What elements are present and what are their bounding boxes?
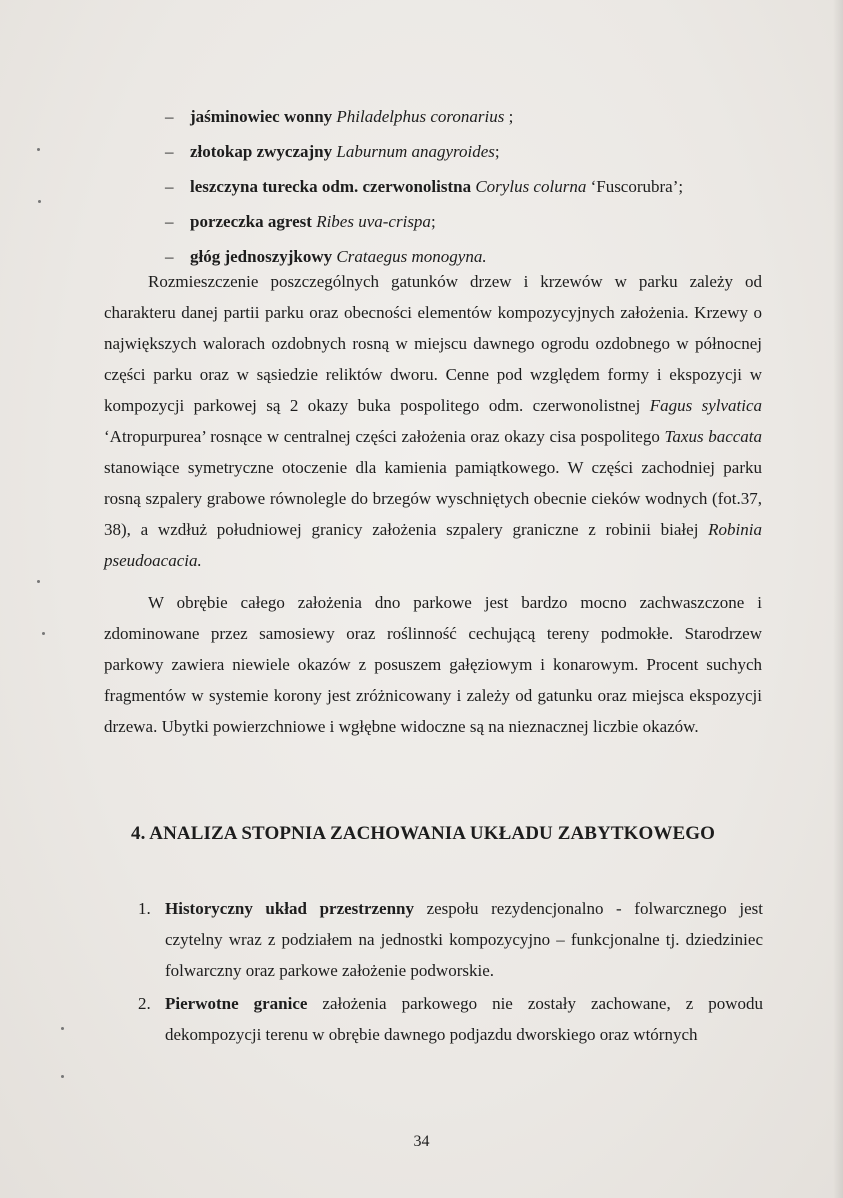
scan-speck	[61, 1027, 64, 1030]
list-item-tail: ‘Fuscorubra’;	[586, 177, 684, 196]
paragraph-distribution	[104, 266, 762, 576]
list-item-tail: ;	[504, 107, 514, 126]
numbered-item	[131, 988, 763, 1050]
list-item	[165, 207, 805, 242]
scan-speck	[61, 1075, 64, 1078]
species-common-name: głóg jednoszyjkowy	[190, 247, 333, 266]
species-latin-name: Laburnum anagyroides	[336, 142, 495, 161]
species-common-name: porzeczka agrest	[190, 212, 312, 231]
species-common-name: leszczyna turecka odm. czerwonolistna	[190, 177, 472, 196]
species-latin-name: Corylus colurna	[475, 177, 587, 196]
list-item-tail: ;	[430, 212, 436, 231]
scan-speck	[37, 148, 40, 151]
item-bold-lead: Historyczny układ przestrzenny	[165, 899, 414, 918]
section-heading: 4. ANALIZA STOPNIA ZACHOWANIA UKŁADU ZABYTKOWEGO	[131, 823, 716, 844]
scan-speck	[42, 632, 45, 635]
scan-speck	[37, 580, 40, 583]
item-number: 2.	[138, 994, 151, 1013]
list-item-tail: ;	[494, 142, 500, 161]
scan-speck	[38, 200, 41, 203]
item-bold-lead: Pierwotne granice	[165, 994, 308, 1013]
species-latin-name: Taxus baccata	[664, 427, 763, 446]
list-item	[165, 137, 805, 172]
paragraph-text: Rozmieszczenie poszczególnych gatunków drzew i krzewów w parku zależy od charakteru danej partii parku oraz obecności elementów kompozycyjnych założenia. Krzewy o największych walorach ozdobnych rosną w miejscu dawnego ogrodu ozdobnego w północnej części parku oraz w sąsiedzie reliktów dworu. Cenne pod względem formy i ekspozycji w kompozycji parkowej są 2 okazy buka pospolitego odm. czerwonolistnej	[104, 272, 762, 415]
numbered-list	[131, 893, 763, 1052]
list-dash: –	[165, 212, 174, 231]
item-text: zespołu rezydencjonalno - folwarcznego jest czytelny wraz z podziałem na jednostki kompozycyjno – funkcjonalne tj. dziedziniec folwarczny oraz parkowe założenie podworskie.	[165, 899, 763, 980]
species-common-name: jaśminowiec wonny	[190, 107, 333, 126]
page-number: 34	[413, 1133, 430, 1150]
list-dash: –	[165, 142, 174, 161]
species-latin-name: Philadelphus coronarius	[336, 107, 505, 126]
list-dash: –	[165, 247, 174, 266]
list-item	[165, 102, 805, 137]
numbered-item	[131, 893, 763, 986]
species-list	[165, 102, 805, 277]
species-latin-name: Ribes uva-crispa	[316, 212, 431, 231]
paragraph-text: ‘Atropurpurea’ rosnące w centralnej części założenia oraz okazy cisa pospolitego	[104, 427, 660, 446]
item-number: 1.	[138, 899, 151, 918]
list-dash: –	[165, 177, 174, 196]
list-item	[165, 172, 805, 207]
item-text: założenia parkowego nie zostały zachowane, z powodu dekompozycji terenu w obrębie dawnego podjazdu dworskiego oraz wtórnych	[165, 994, 764, 1044]
species-latin-name: Crataegus monogyna.	[336, 247, 487, 266]
species-latin-name: Robinia pseudoacacia.	[104, 520, 763, 570]
page-edge-shadow	[833, 0, 843, 1198]
species-latin-name: Fagus sylvatica	[649, 396, 763, 415]
paragraph-condition: W obrębie całego założenia dno parkowe jest bardzo mocno zachwaszczone i zdominowane przez samosiewy oraz roślinność cechującą tereny podmokłe. Starodrzew parkowy zawiera niewiele okazów z posuszem gałęziowym i konarowym. Procent suchych fragmentów w systemie korony jest zróżnicowany i zależy od gatunku oraz miejsca ekspozycji drzewa. Ubytki powierzchniowe i wgłębne widoczne są na nieznacznej liczbie okazów.	[104, 593, 762, 736]
list-dash: –	[165, 107, 174, 126]
paragraph-text: stanowiące symetryczne otoczenie dla kamienia pamiątkowego. W części zachodniej parku rosną szpalery grabowe równolegle do brzegów wyschniętych obecnie cieków wodnych (fot.37, 38), a wzdłuż południowej granicy założenia szpalery graniczne z robinii białej	[104, 458, 762, 539]
species-common-name: złotokap zwyczajny	[190, 142, 333, 161]
